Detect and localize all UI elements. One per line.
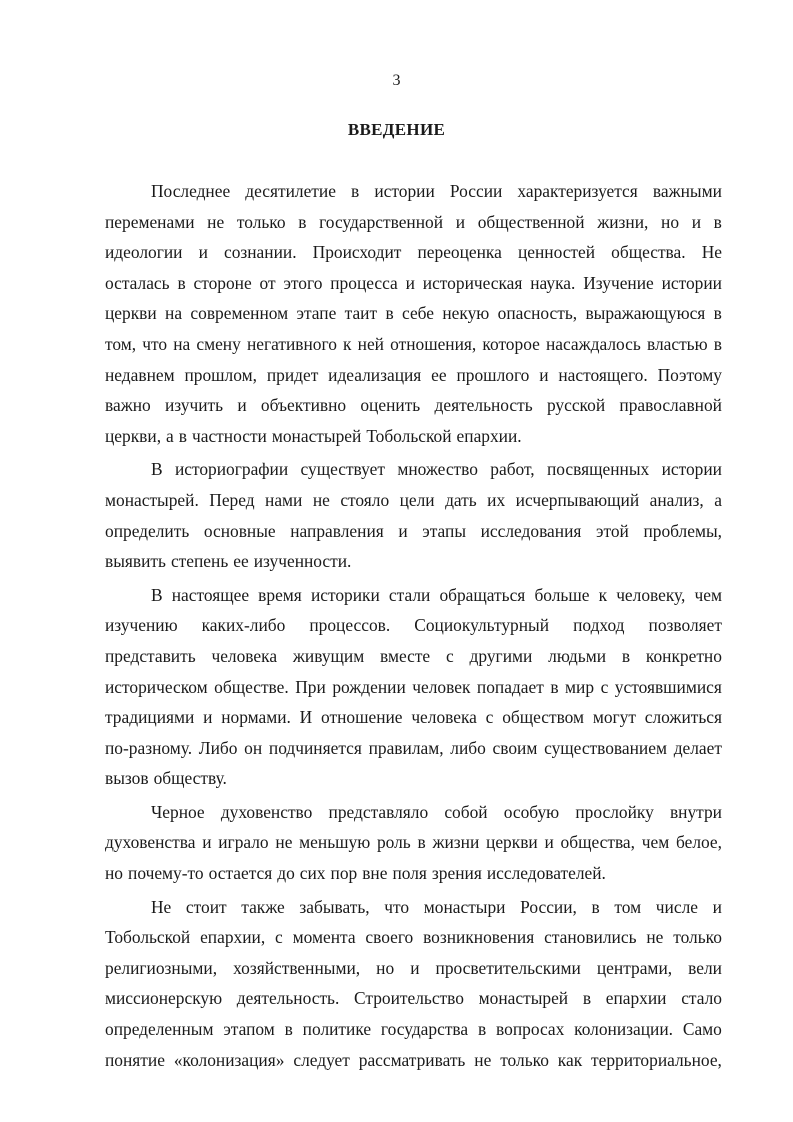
word: стороне [193, 272, 252, 293]
word: государства [380, 1019, 469, 1040]
word: в [582, 988, 592, 1009]
word: цели [399, 489, 435, 510]
word: Не [701, 242, 722, 263]
word: изучить [164, 395, 224, 416]
word: и [455, 211, 466, 232]
word: жизни, [597, 211, 649, 232]
word: «колонизация» [173, 1049, 285, 1070]
word: а [714, 489, 722, 510]
paragraph [105, 892, 722, 1076]
word: посвященных [547, 459, 650, 480]
word: что [142, 333, 168, 354]
word: ценностей [517, 242, 596, 263]
word: монастыри [423, 896, 506, 917]
word: остается [208, 863, 273, 884]
word: сознании. [223, 242, 297, 263]
word: не [312, 489, 330, 510]
word: становились [544, 927, 637, 948]
word: негативного [246, 333, 337, 354]
word: церкви, [105, 425, 162, 446]
text-line [105, 641, 722, 672]
word: людьми [548, 645, 607, 666]
word: почему-то [128, 863, 204, 884]
word: Черное [151, 801, 205, 822]
word: сложиться [644, 707, 722, 728]
word: прослойку [575, 801, 654, 822]
text-line [105, 922, 722, 953]
word: в [298, 211, 307, 232]
word: насаждалось [545, 333, 641, 354]
word: с [445, 645, 454, 666]
word: следует [293, 1049, 350, 1070]
text-line [105, 702, 722, 733]
word: недавнем [105, 364, 175, 385]
word: другими [469, 645, 533, 666]
word: и [544, 832, 554, 853]
word: обществом [502, 707, 585, 728]
text-line [105, 546, 722, 577]
word: вне [362, 863, 388, 884]
word: идеологии [105, 242, 183, 263]
word: прошлом, [184, 364, 257, 385]
text-line [105, 390, 722, 421]
word: В [151, 584, 163, 605]
word: монастырей. [105, 489, 199, 510]
word: вызов [105, 768, 149, 789]
text-line [105, 268, 722, 299]
word: вели [688, 957, 722, 978]
page-title: ВВЕДЕНИЕ [347, 120, 446, 139]
word: наука. [530, 272, 576, 293]
word: чем [694, 584, 722, 605]
word: ней [357, 333, 384, 354]
word: на [165, 303, 183, 324]
word: в [178, 425, 187, 446]
word: колонизации. [574, 1019, 674, 1040]
word: осталась [105, 272, 170, 293]
word: в [621, 645, 631, 666]
text-line [105, 1045, 722, 1076]
word: И [299, 707, 313, 728]
word: подход [573, 615, 625, 636]
word: внутри [669, 801, 722, 822]
word: и [410, 957, 420, 978]
word: каких-либо [201, 615, 286, 636]
word: епархии [605, 988, 667, 1009]
text-line [105, 298, 722, 329]
word: могут [592, 707, 636, 728]
word: и [398, 520, 408, 541]
word: своим [492, 737, 538, 758]
word: и [539, 364, 549, 385]
word: их [487, 489, 506, 510]
text-line [105, 983, 722, 1014]
word: историографии [174, 459, 289, 480]
word: некую [442, 303, 490, 324]
word: этой [596, 520, 629, 541]
word: центрами, [596, 957, 673, 978]
word: белое, [676, 832, 722, 853]
word: процесса [330, 272, 398, 293]
word: духовенство [220, 801, 313, 822]
word: объективно [260, 395, 347, 416]
text-line [105, 485, 722, 516]
word: обществу. [153, 768, 227, 789]
text-line [105, 421, 722, 452]
word: частности [192, 425, 267, 446]
word: зрения [431, 863, 482, 884]
word: русской [546, 395, 606, 416]
word: к [343, 333, 352, 354]
paragraph [105, 176, 722, 451]
word: поля [392, 863, 427, 884]
word: и [203, 707, 213, 728]
word: не [275, 832, 293, 853]
word: идеализация [328, 364, 422, 385]
word: нами [265, 489, 303, 510]
text-line [105, 237, 722, 268]
word: с [275, 927, 283, 948]
word: не [646, 927, 664, 948]
word: историки [310, 584, 380, 605]
word: попадает [476, 676, 544, 697]
word: человека [411, 707, 477, 728]
word: настоящее [171, 584, 250, 605]
paragraph [105, 580, 722, 794]
word: в [713, 333, 722, 354]
word: жизни [432, 832, 480, 853]
word: степень [170, 551, 229, 572]
word: духовенства [105, 832, 196, 853]
word: таит [344, 303, 378, 324]
word: играло [218, 832, 269, 853]
word: в [591, 896, 600, 917]
word: историческом [105, 676, 208, 697]
word: роль [376, 832, 411, 853]
text-line [105, 733, 722, 764]
word: Либо [198, 737, 238, 758]
word: деятельность [434, 395, 533, 416]
word: том, [105, 333, 137, 354]
word: отношение [321, 707, 403, 728]
word: основные [203, 520, 276, 541]
word: опасность, [497, 303, 578, 324]
word: истории [661, 459, 722, 480]
paragraph [105, 797, 722, 889]
word: чем [641, 832, 670, 853]
word: этого [283, 272, 323, 293]
word: религиозными, [105, 957, 218, 978]
word: Перед [209, 489, 255, 510]
word: он [244, 737, 263, 758]
word: Тобольской [105, 927, 191, 948]
paragraph [105, 454, 722, 576]
word: том [614, 896, 642, 917]
word: либо [450, 737, 486, 758]
word: Не [151, 896, 172, 917]
word: Поэтому [657, 364, 722, 385]
text-line [105, 1014, 722, 1045]
word: истории [374, 181, 435, 201]
word: этапом [223, 1019, 275, 1040]
word: церкви [105, 303, 157, 324]
word: рождении [332, 676, 406, 697]
text-line [105, 516, 722, 547]
word: В [151, 459, 163, 480]
word: рассматривать [358, 1049, 466, 1070]
word: но [105, 863, 124, 884]
word: правилам, [368, 737, 444, 758]
word: Последнее [151, 181, 231, 201]
word: время [258, 584, 302, 605]
word: в [284, 1019, 293, 1040]
word: исследования [480, 520, 582, 541]
word: в [177, 272, 186, 293]
word: Социокультурный [414, 615, 550, 636]
word: важно [105, 395, 151, 416]
word: вместе [380, 645, 431, 666]
word: процессов. [309, 615, 391, 636]
word: позволяет [648, 615, 722, 636]
word: смену [196, 333, 241, 354]
word: не [474, 1049, 492, 1070]
word: в [550, 676, 559, 697]
text-line [105, 454, 722, 485]
text-line [105, 610, 722, 641]
word: России, [520, 896, 577, 917]
word: общественной [477, 211, 585, 232]
word: обращаться [439, 584, 526, 605]
text-line [105, 953, 722, 984]
word: делает [673, 737, 722, 758]
word: меньшую [299, 832, 371, 853]
word: оценить [360, 395, 421, 416]
page-number: 3 [392, 72, 401, 89]
word: но [661, 211, 680, 232]
word: в [713, 211, 722, 232]
word: стали [388, 584, 431, 605]
word: и [237, 395, 247, 416]
word: России [449, 181, 503, 201]
text-line [105, 827, 722, 858]
word: не [207, 211, 225, 232]
word: как [557, 1049, 583, 1070]
text-line [105, 580, 722, 611]
word: только [673, 927, 722, 948]
word: подчиняется [268, 737, 362, 758]
word: своего [365, 927, 414, 948]
word: существует [300, 459, 385, 480]
word: исследователей. [486, 863, 606, 884]
text-line [105, 797, 722, 828]
word: Изучение [583, 272, 654, 293]
word: направления [290, 520, 384, 541]
word: определенным [105, 1019, 214, 1040]
word: представляло [328, 801, 429, 822]
word: деятельность. [236, 988, 340, 1009]
word: переоценка [417, 242, 502, 263]
word: человека [211, 645, 278, 666]
word: настоящего. [558, 364, 648, 385]
word: монастырей [478, 988, 569, 1009]
word: в [385, 303, 394, 324]
word: определить [105, 520, 190, 541]
word: особую [503, 801, 560, 822]
word: пор [330, 863, 358, 884]
word: и [712, 896, 722, 917]
body-text [105, 176, 722, 1075]
text-line [105, 176, 722, 207]
word: к [598, 584, 608, 605]
word: анализ, [649, 489, 704, 510]
word: живущим [292, 645, 365, 666]
word: историческая [422, 272, 523, 293]
word: характеризуется [517, 181, 638, 201]
word: стоит [185, 896, 227, 917]
word: нормами. [221, 707, 291, 728]
word: общества, [560, 832, 636, 853]
word: выражающуюся [585, 303, 706, 324]
word: ее [233, 551, 249, 572]
word: с [485, 707, 494, 728]
word: При [295, 676, 326, 697]
word: Тобольской [366, 425, 452, 446]
word: вопросах [496, 1019, 565, 1040]
word: работ, [490, 459, 535, 480]
word: ее [431, 364, 447, 385]
text-line [105, 763, 722, 794]
word: мир [565, 676, 595, 697]
word: истории [661, 272, 722, 293]
word: и [691, 211, 701, 232]
word: существованием [544, 737, 667, 758]
text-line [105, 672, 722, 703]
word: человек [412, 676, 471, 697]
word: миссионерскую [105, 988, 223, 1009]
word: понятие [105, 1049, 165, 1070]
word: только [236, 211, 286, 232]
word: государственной [319, 211, 444, 232]
word: отношения, [390, 333, 477, 354]
word: прошлого [456, 364, 530, 385]
word: также [241, 896, 285, 917]
word: монастырей [271, 425, 362, 446]
word: епархии, [200, 927, 266, 948]
word: от [259, 272, 276, 293]
word: современном [190, 303, 289, 324]
word: и [405, 272, 415, 293]
word: выявить [105, 551, 166, 572]
word: придет [266, 364, 319, 385]
word: церкви [486, 832, 538, 853]
word: собой [444, 801, 488, 822]
word: переменами [105, 211, 195, 232]
word: изучению [105, 615, 178, 636]
word: в [417, 832, 426, 853]
word: возникновения [423, 927, 535, 948]
word: Само [682, 1019, 722, 1040]
word: Строительство [354, 988, 464, 1009]
word: забывать, [299, 896, 370, 917]
word: стало [681, 988, 722, 1009]
word: множество [397, 459, 478, 480]
word: и [198, 242, 208, 263]
word: хозяйственными, [233, 957, 361, 978]
word: и [202, 832, 212, 853]
word: до [277, 863, 295, 884]
word: дать [445, 489, 477, 510]
word: в [351, 181, 360, 201]
word: которое [482, 333, 540, 354]
word: момента [292, 927, 356, 948]
word: Происходит [312, 242, 402, 263]
word: больше [534, 584, 590, 605]
word: изученности. [253, 551, 352, 572]
word: в [477, 1019, 487, 1040]
text-line [105, 360, 722, 391]
word: с [600, 676, 609, 697]
word: только [500, 1049, 549, 1070]
word: человеку, [616, 584, 686, 605]
word: сих [299, 863, 326, 884]
word: стояло [340, 489, 390, 510]
word: конкретно [645, 645, 722, 666]
word: в [713, 303, 722, 324]
word: общества. [611, 242, 686, 263]
word: исчерпывающий [515, 489, 640, 510]
word: территориальное, [591, 1049, 722, 1070]
word: проблемы, [643, 520, 722, 541]
word: политике [302, 1019, 372, 1040]
text-line [105, 858, 722, 889]
word: обществе. [214, 676, 289, 697]
word: этапе [296, 303, 337, 324]
word: представить [105, 645, 196, 666]
word: важными [652, 181, 722, 201]
word: по-разному. [105, 737, 193, 758]
word: этапы [422, 520, 467, 541]
word: властью [646, 333, 708, 354]
word: числе [655, 896, 698, 917]
word: себе [402, 303, 435, 324]
word: но [376, 957, 395, 978]
word: а [166, 425, 174, 446]
word: епархии. [456, 425, 522, 446]
text-line [105, 329, 722, 360]
word: традициями [105, 707, 195, 728]
word: просветительскими [435, 957, 581, 978]
word: что [384, 896, 410, 917]
word: православной [619, 395, 722, 416]
word: на [173, 333, 191, 354]
text-line [105, 892, 722, 923]
word: десятилетие [245, 181, 336, 201]
word: устоявшимися [614, 676, 722, 697]
text-line [105, 207, 722, 238]
